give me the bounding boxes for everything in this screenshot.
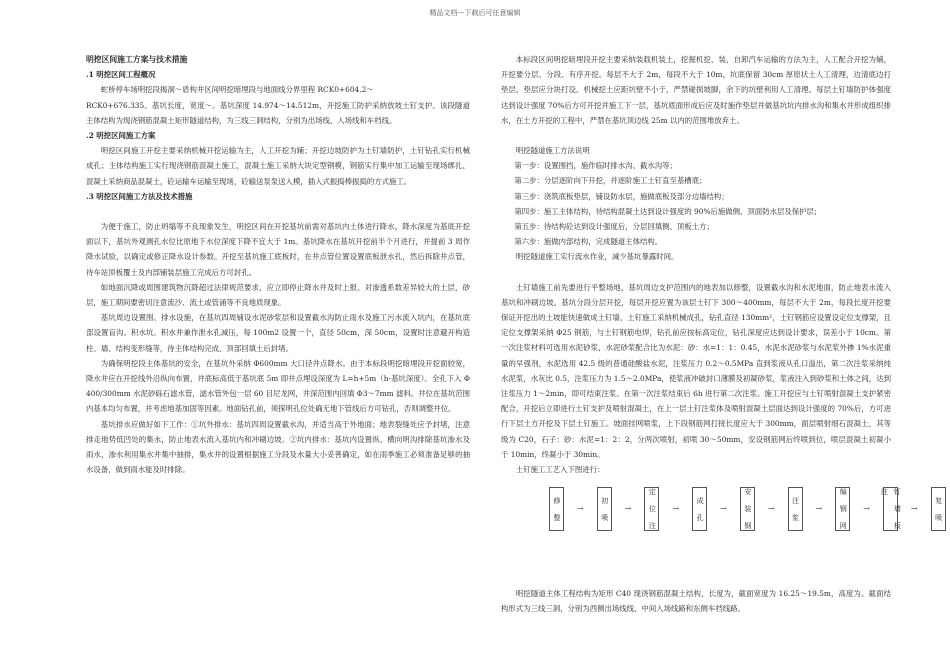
- flow-step: 注 浆: [788, 487, 803, 531]
- step-item: 第五步：待结构砼达到设计强度后，分层回填侧、顶板土方；: [514, 222, 714, 232]
- arrow-right-icon: →: [815, 504, 823, 514]
- heading-overview: .1 明挖区间工程概况: [86, 70, 156, 80]
- process-flowchart: [549, 487, 943, 531]
- flow-step: 安 装 钢: [740, 487, 755, 531]
- section-title: 明挖区间施工方案与技术措施: [86, 55, 188, 64]
- subsection-title: 明挖隧道施工方法说明: [515, 146, 590, 156]
- paragraph-settlement: 如地面沉降或周围建筑物沉降超过法律规范要求，应立即停止降水并及时上报。对渗透系数差异较大的土层，砂层，施工期间要密切注意流沙、流土或管涌等不良地质现象。: [86, 282, 470, 308]
- paragraph-pit-drainage: 基坑排水应做好如下工作：①坑外排水：基坑四周设置截水沟，并适当高于外地面；地表裂缝处应予封堵，注意排走地势低凹处的集水，防止地表水流入基坑内和冲刷边坡。②坑内排水：基坑内设置纵、横向明沟排除基坑渗水及雨水，渗水利用集水井集中抽排，集水井的设置根据施工分段及水量大小妥善确定，如在雨季施工必须准备足够的抽水设备，做到雨水能及时排除。: [86, 419, 470, 475]
- paragraph-overview-1: 蛇桥停车场明挖段揭洞～盾构井区间明挖暗埋段与地面线分界里程 RCK0+604.2～: [100, 85, 374, 95]
- flow-step: 钉 墙 板 注: [880, 488, 902, 531]
- paragraph-drainage: 基坑周边设置围、排水设施，在基坑四周铺设水泥砂浆层和设置截水沟防止雨水及施工污水流入坑内，在基坑底部设置盲沟、积水坑。积水井兼作泄水孔减压，每 100m2 设置一个，直径 50cm，深 50cm，设置时注意避开构造柱、墙、结构变形缝等，待主体结构完成、顶部回填土后封堵。: [86, 313, 470, 353]
- flow-step: 初 喷: [597, 487, 612, 531]
- arrow-right-icon: →: [577, 504, 584, 514]
- flow-step: 编 钢 网: [835, 487, 850, 531]
- left-column: [86, 52, 470, 477]
- flow-step: 成 孔: [692, 487, 707, 531]
- heading-methods: .3 明挖区间施工方法及技术措施: [86, 191, 193, 201]
- step-item: 第一步：设置围挡，施作临时排水沟、截水沟等；: [514, 161, 677, 171]
- paragraph-dewatering: 为便于施工，防止坍塌等不良现象发生，明挖区间在开挖基坑前需对基坑内土体进行降水，降水深度为基底开挖面以下，基坑外观测孔水位比原地下水位深度下降不宜大于 1m。基坑降水在基坑开挖前半个月进行，并提前 3 周作降水试验，以确定或修正降水设计参数。开挖至基坑施工底板时，在井点管位置设置底板泄水孔，然后拆除井点管，待车站顶板覆土及内部铺装层施工完成后方可封孔。: [86, 222, 470, 277]
- arrow-right-icon: →: [863, 504, 870, 514]
- arrow-right-icon: →: [624, 504, 632, 514]
- flow-step: 修 整: [549, 487, 564, 531]
- paragraph-excavation: 本标段区间明挖暗埋段开挖主要采纳装载机装土，挖掘机挖、装，自卸汽车运输的方法为主，人工配合开挖为辅，开挖要分层、分段、有序开挖。每层不大于 2m，每段不大于 10m，坑底保留 30cm 厚原状土人工清理，边清底边打垫层，垫层应分块打设。机械挖土应距坑壁不小于，严禁碰损坡脚，余下的坑壁利用人工清理。每层土钉墙防护体强度达到设计强度 70%后方可开挖并施工下一层，基坑底面形成后应及时施作垫层并做基坑坑内排水沟和集水井形成组织排水，在土方开挖的工程中，严禁在基坑顶边线 25m 以内的范围堆放弃土。: [501, 55, 891, 125]
- arrow-right-icon: →: [767, 504, 775, 514]
- arrow-right-icon: →: [672, 504, 680, 514]
- right-column: [501, 52, 943, 531]
- paragraph-flow-work: 明挖隧道施工实行流水作业，减少基坑暴露时间。: [515, 252, 679, 262]
- flow-step: 复 喷: [931, 487, 946, 531]
- step-item: 第四步：施工主体结构，待结构混凝土达到设计强度的 90%后施做侧、顶面防水层及保护层；: [514, 206, 822, 216]
- arrow-right-icon: →: [910, 504, 918, 514]
- arrow-right-icon: →: [720, 504, 727, 514]
- heading-plan: .2 明挖区间施工方案: [86, 131, 156, 141]
- paragraph-wells: 为确保明挖段主体基坑的安全，在基坑外采纳 Φ600mm 大口径井点降水。由于本标段明挖暗埋段开挖面较宽，降水井应在开挖线外沿纵向布置，井底标高低于基坑底 5m 即井点埋设深度为 L=h+5m（h-基坑深度）。全孔下入 Φ400/300mm 水泥砂砾石滤水管，滤水管外包一层 60 目尼龙网，井深范围内回填 Φ3～7mm 滤料。井位在基坑范围内基本均匀布置，并考虑地基加固等因素。地面钻孔前，须探明孔位处确无地下管线后方可钻孔，否则调整井位。: [86, 358, 470, 414]
- paragraph-overview-2: RCK0+676.335。基坑长度，宽度～。基坑深度 14.974～14.512m，开挖施工防护采纳放坡土钉支护。该段隧道主体结构为现浇钢筋混凝土矩形隧道结构，为三线三洞结构，分别为出场线、入场线和车档线。: [86, 100, 470, 125]
- step-item: 第六步：施做内部结构，完成隧道主体结构。: [514, 237, 663, 247]
- flow-step: 定 位 注: [644, 487, 659, 531]
- paragraph-soil-nail: 土钉墙施工前先要进行平整场地，基坑周边支护范围内的地表加以修整，设置截水沟和水泥地面，防止地表水流入基坑和冲刷边坡。基坑分段分层开挖，每层开挖应置为该层土钉下 300～400mm，每层不大于 2m，每段长度开挖要保证开挖出的土坡能快速做成土钉墙，土钉施工采纳机械成孔，钻孔直径 130mm²，土钉钢筋应设置设定位支撑架，且定位支撑架采纳 Φ25 钢筋，与土钉钢筋电焊，钻孔前应按标高定位，钻孔深度应达到设计要求，误差小于 10cm。第一次注浆材料可选用水泥砂浆，水泥砂浆配合比为水泥：砂：水=1：1：0.45，水泥水泥砂浆与水泥浆外掺 1%水泥重量的早强剂，水泥选用 42.5 级的普通硅酸盐水泥，注浆压力 0.2～0.5MPa 直到浆液从孔口溢出，第二次注浆采纳纯水泥浆，水灰比 0.5，注浆压力为 1.5～2.0MPa，使浆液冲破封口薄膜及初凝砂浆，浆液注入到砂浆和土体之间，达到注浆压力 1～2min，即可结束注浆。在第一次注浆结束后 6h 进行第二次注浆。施工开挖应与土钉喷射混凝土支护紧密配合，开挖后立即进行土钉支护及喷射混凝土，在上一层土钉注浆体及喷射混凝土层面达到设计强度的 70%后，方可进行下层土方开挖及下层土钉施工。坡面挂网喷浆，上下段钢筋网打接长度应大于 300mm，面层喷射细石混凝土，其等级为 C20，石子：砂：水泥=1：2：2，分两次喷射，初喷 30～50mm，安设钢筋网后终喷到位，喷层混凝土初凝小于 10min，终凝小于 30min。: [501, 282, 891, 459]
- paragraph-structure: 明挖隧道主体工程结构为矩形 C40 现浇钢筋混凝土结构，长度为，截面宽度为 16.25～19.5m，高度为。截面结构形式为三线三洞，分别为西侧出场线线、中间入场线路和东侧车档线路。: [501, 589, 891, 614]
- step-item: 第三步：浇筑底板垫层，铺设防水层，施做底板及部分边墙结构；: [514, 191, 729, 201]
- paragraph-flow-intro: 土钉施工工艺入下图进行：: [515, 465, 605, 475]
- step-item: 第二步：分层逐阶向下开挖，并逐阶施工土钉直至基槽底；: [514, 176, 707, 186]
- paragraph-plan: 明挖区间施工开挖主要采纳机械开挖运输为主，人工开挖为辅；开挖边坡防护为土钉墙防护，土钉钻孔实行机械成孔；主体结构施工实行现浇钢筋混凝土施工，混凝土施工采纳大块定型钢模，钢筋实行集中加工运输至现场绑扎，混凝土采纳商品混凝土，砼运输车运输至现场，砼输送泵泵送入模，插入式振捣棒振捣的方式施工。: [86, 146, 470, 186]
- page-header: 精品文档---下载后可任意编辑: [429, 9, 521, 17]
